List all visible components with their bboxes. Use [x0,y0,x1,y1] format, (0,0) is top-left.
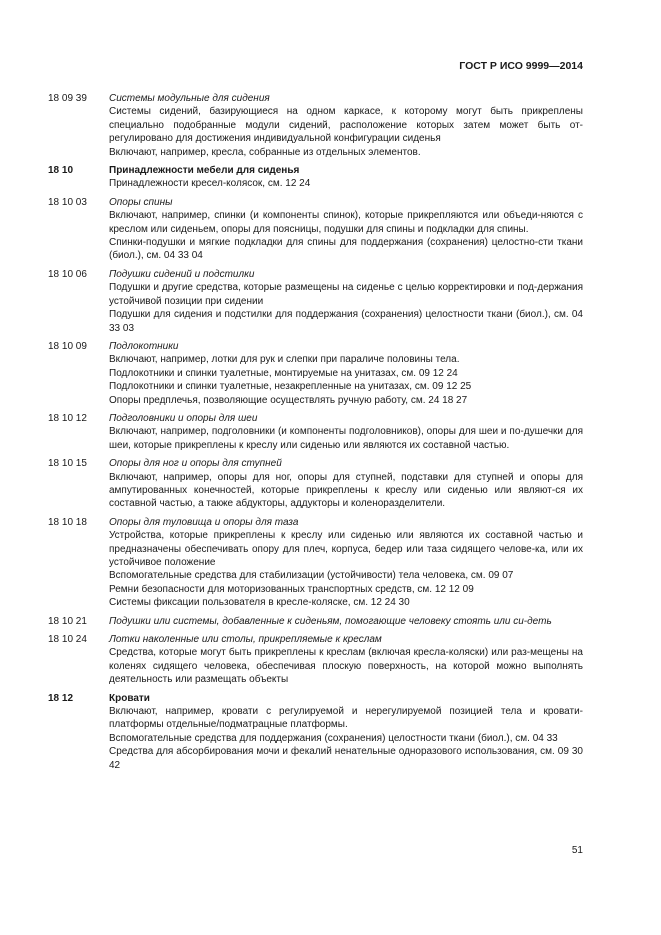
entry-paragraph: Включают, например, опоры для ног, опоры для ступней, подставки для ступней и опоры для ампутированных конечностей, которые прикреплены к креслу или сиденью или являют-ся их составной частью, а также абдукторы, аддукторы и коленоразделители. [109,471,583,510]
subcategory-entry [48,196,583,263]
entry-body [109,516,583,610]
entry-paragraph: Системы сидений, базирующиеся на одном каркасе, к которому могут быть прикреплены специально подобранные модули сидений, расположение которых затем может быть от-регулировано для достижения индивидуальной конфигурации сиденья [109,106,583,145]
entry-code: 18 10 21 [48,615,87,627]
entry-body [109,196,583,263]
entry-body [109,340,583,407]
entry-body [109,457,583,511]
entry-paragraph: Спинки-подушки и мягкие подкладки для спины для поддержания (сохранения) целостно-сти ткани (биол.), см. 04 33 04 [109,237,583,262]
entry-body [109,633,583,687]
entry-code: 18 10 24 [48,634,87,646]
entry-paragraph: Ремни безопасности для моторизованных транспортных средств, см. 12 12 09 [109,583,474,595]
subcategory-entry [48,340,583,407]
classification-list [48,92,583,777]
entry-paragraph: Включают, например, кровати с регулируемой и нерегулируемой позицией тела и кровати-платформы отдельные/подматрацные платформы. [109,706,583,731]
entry-paragraph: Вспомогательные средства для поддержания (сохранения) целостности ткани (биол.), см. 04 33 [109,732,558,744]
entry-code: 18 12 [48,692,74,704]
entry-paragraph: Подлокотники и спинки туалетные, монтируемые на унитазах, см. 09 12 24 [109,367,458,379]
entry-paragraph: Включают, например, кресла, собранные из отдельных элементов. [109,146,421,158]
entry-body [109,164,583,191]
entry-title: Кровати [109,692,150,704]
category-entry [48,692,583,772]
entry-code: 18 10 [48,165,74,177]
subcategory-entry [48,615,583,628]
entry-paragraph: Устройства, которые прикреплены к креслу или сиденью или являются их составной частью и предназначены обеспечивать опору для плеч, корпуса, бедер или таза сидящего челове-ка, или их устойчивое положение [109,530,583,568]
subcategory-entry [48,268,583,335]
subcategory-entry [48,412,583,452]
entry-body [109,615,583,628]
entry-paragraph: Средства, которые могут быть прикреплены к креслам (включая кресла-коляски) или раз-мещены на коленях сидящего человека, обеспечивая плоскую поверхность, на которой можно выполнять деятельность или размещать объекты [109,647,583,686]
category-entry [48,164,583,191]
subcategory-entry [48,633,583,687]
entry-body [109,692,583,772]
entry-title: Опоры для туловища и опоры для таза [109,516,299,528]
entry-code: 18 09 39 [48,93,87,104]
entry-paragraph: Подлокотники и спинки туалетные, незакрепленные на унитазах, см. 09 12 25 [109,381,472,393]
entry-paragraph: Вспомогательные средства для стабилизации (устойчивости) тела человека, см. 09 07 [109,570,514,582]
entry-code: 18 10 15 [48,458,87,470]
subcategory-entry [48,92,583,159]
entry-body [109,412,583,452]
entry-title: Подушки сидений и подстилки [109,268,255,280]
entry-paragraph: Средства для абсорбирования мочи и фекалий ненательные одноразового использования, см. 09 30 42 [109,746,583,771]
entry-title: Лотки наколенные или столы, прикрепляемые к креслам [109,634,382,646]
entry-title: Принадлежности мебели для сиденья [109,165,300,177]
entry-paragraph: Подушки и другие средства, которые размещены на сиденье с целью корректировки и под-держания устойчивой позиции при сидении [109,282,583,307]
entry-body [109,268,583,335]
entry-paragraph: Подушки для сидения и подстилки для поддержания (сохранения) целостности ткани (биол.), см. 04 33 03 [109,309,583,334]
subcategory-entry [48,516,583,610]
page-number: 51 [571,845,583,856]
entry-title: Подушки или системы, добавленные к сиденьям, помогающие человеку стоять или си-деть [109,615,552,627]
entry-code: 18 10 12 [48,412,87,424]
entry-paragraph: Включают, например, спинки (и компоненты спинок), которые прикрепляются или объеди-няются с креслом или сиденьем, опоры для поясницы, подушки для спины и подкладки для спины. [109,210,583,235]
entry-title: Опоры для ног и опоры для ступней [109,458,282,470]
entry-paragraph: Системы фиксации пользователя в кресле-коляске, см. 12 24 30 [109,597,410,609]
entry-title: Подголовники и опоры для шеи [109,412,258,424]
entry-code: 18 10 06 [48,268,87,280]
entry-title: Опоры спины [109,196,173,208]
entry-paragraph: Включают, например, лотки для рук и слепки при параличе половины тела. [109,354,460,366]
entry-paragraph: Принадлежности кресел-колясок, см. 12 24 [109,178,311,190]
entry-code: 18 10 09 [48,340,87,352]
document-header: ГОСТ Р ИСО 9999—2014 [459,60,583,72]
entry-code: 18 10 18 [48,516,87,528]
entry-title: Системы модульные для сидения [109,93,270,104]
entry-title: Подлокотники [109,340,179,352]
entry-body [109,92,583,159]
entry-paragraph: Включают, например, подголовники (и компоненты подголовников), опоры для шеи и по-душечки для шеи, которые прикреплены к креслу или сиденью или являются их составной частью. [109,426,583,451]
subcategory-entry [48,457,583,511]
entry-paragraph: Опоры предплечья, позволяющие осуществлять ручную работу, см. 24 18 27 [109,394,468,406]
entry-code: 18 10 03 [48,196,87,208]
